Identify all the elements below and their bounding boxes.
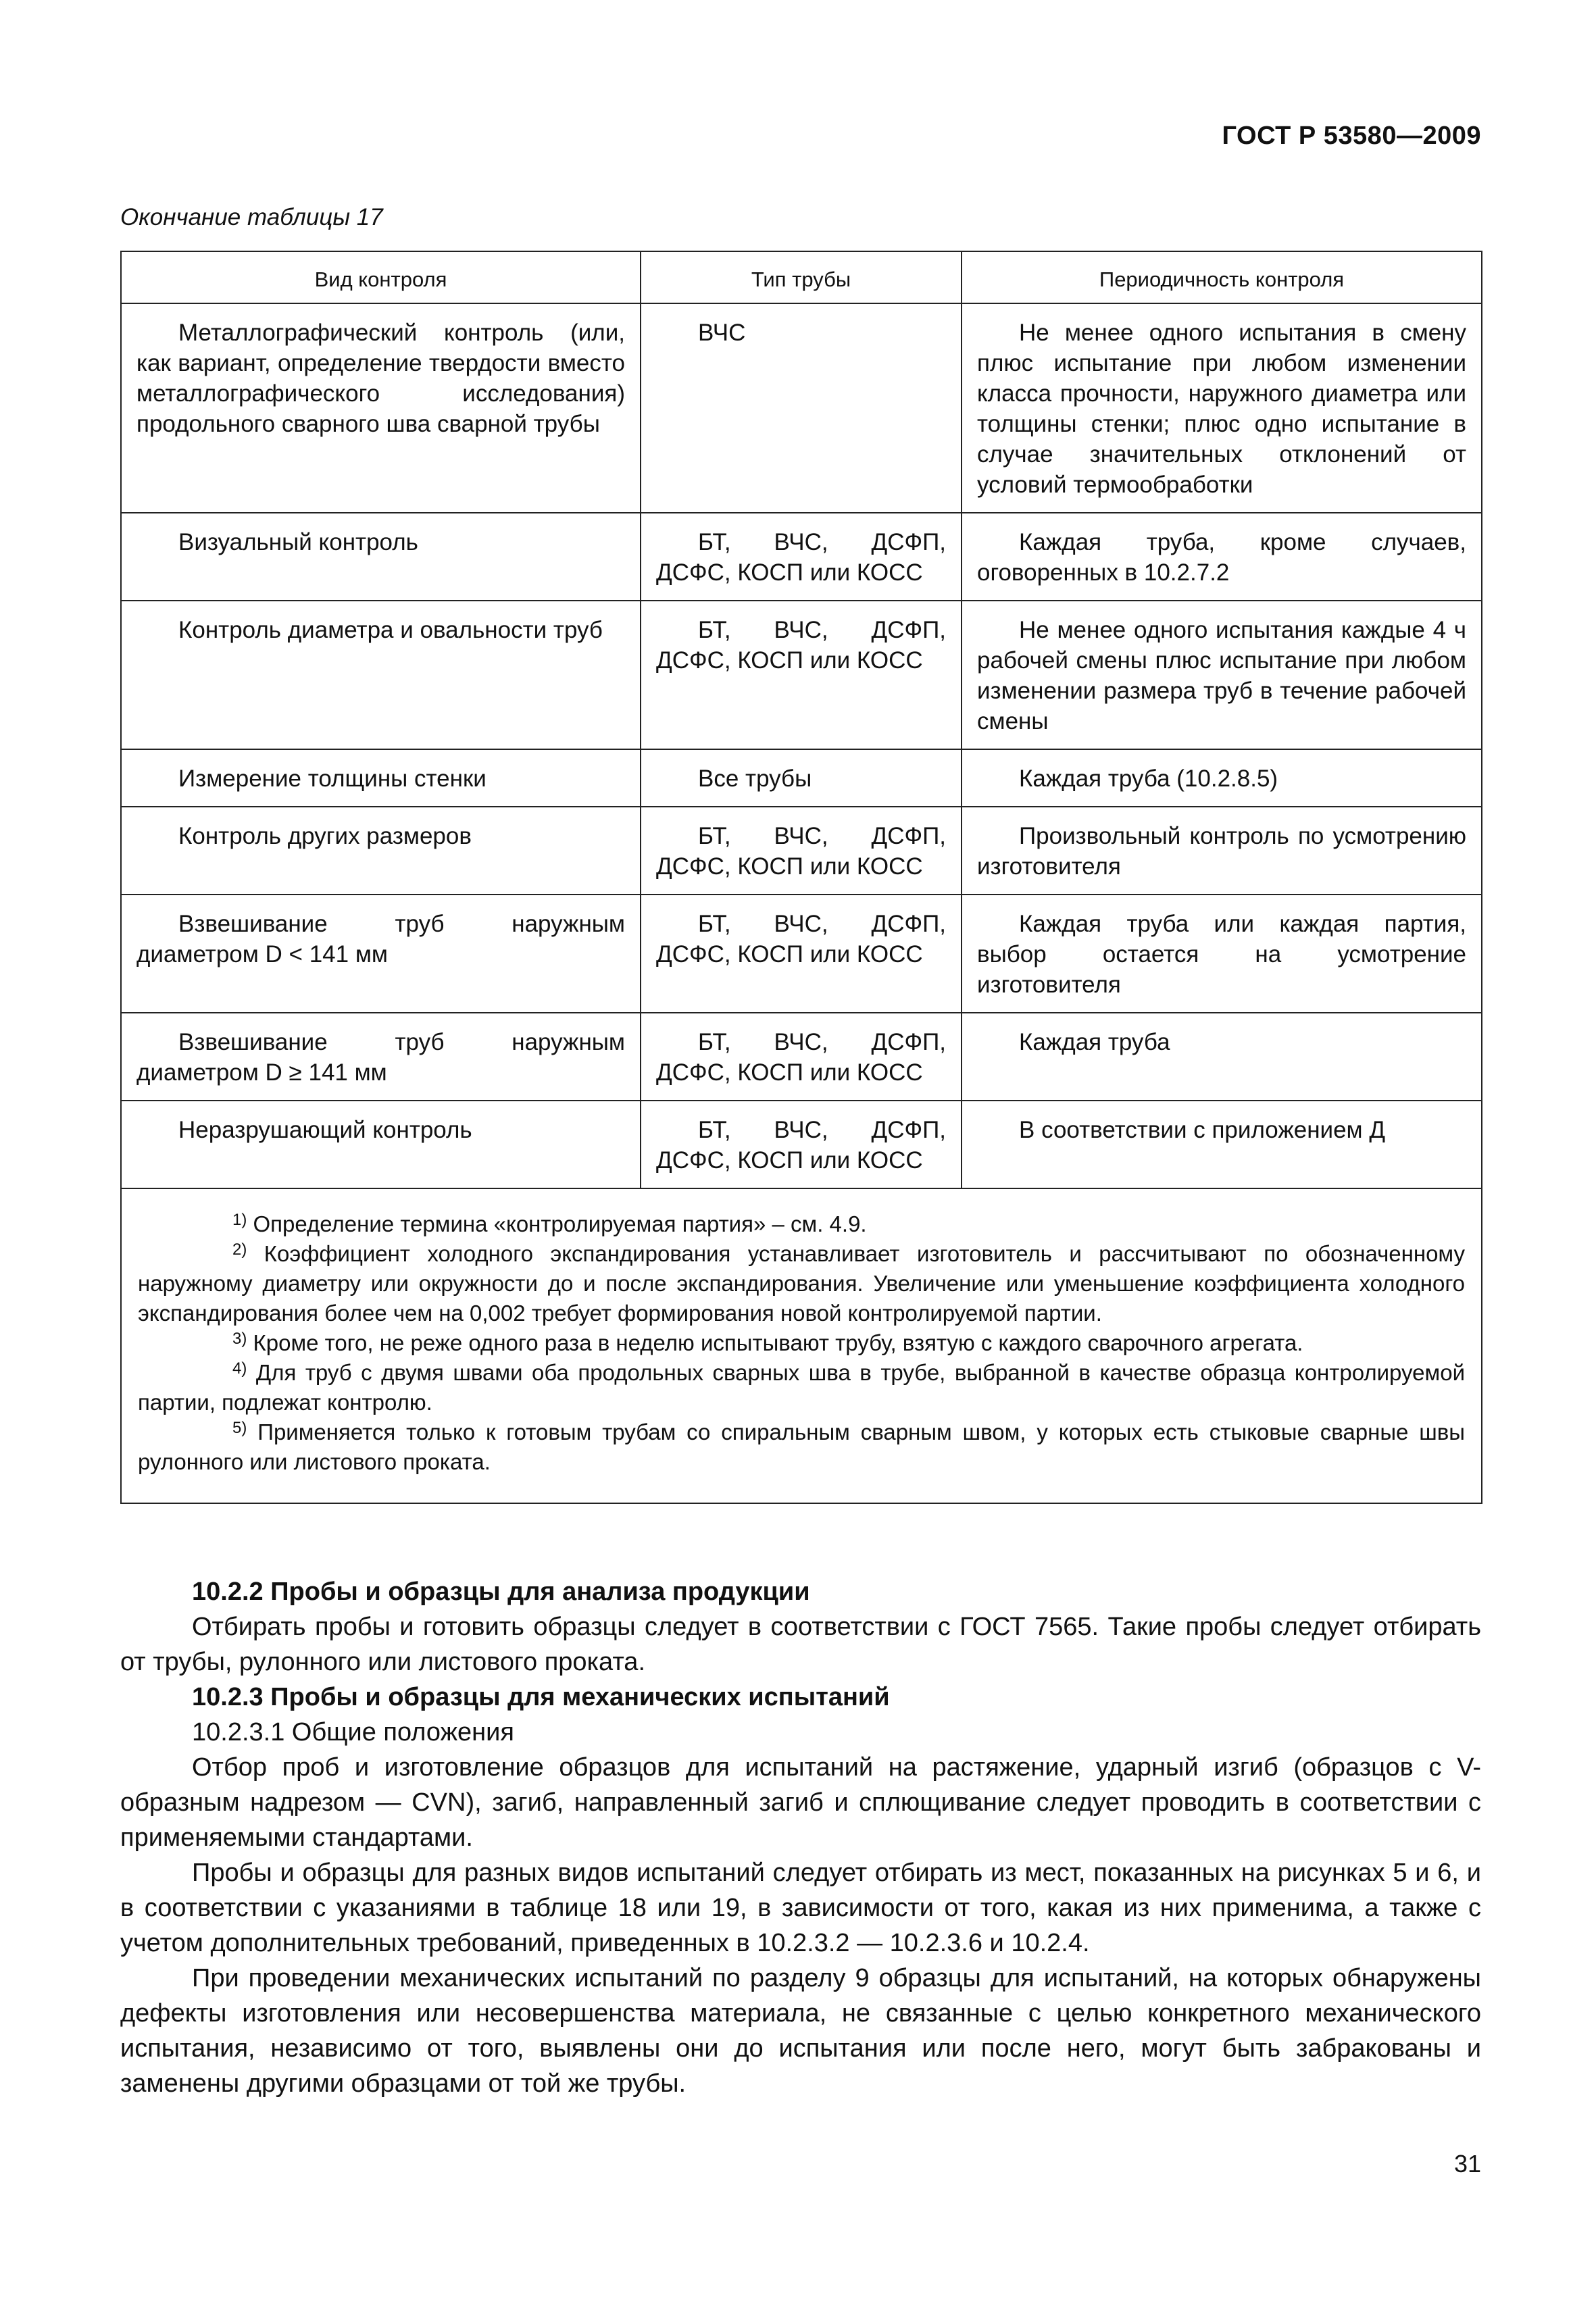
table-row — [121, 513, 1482, 601]
pipe-type-cell: ВЧС — [641, 303, 962, 513]
control-type-cell: Контроль диаметра и овальности труб — [121, 601, 641, 749]
periodicity-cell: Произвольный контроль по усмотрению изготовителя — [962, 807, 1482, 895]
pipe-type-cell: БТ, ВЧС, ДСФП, ДСФС, КОСП или КОСС — [641, 1013, 962, 1101]
footnote-mark: 2) — [232, 1240, 247, 1259]
section-heading-10-2-2: 10.2.2 Пробы и образцы для анализа продукции — [192, 1578, 810, 1606]
footnote-mark: 5) — [232, 1419, 247, 1437]
column-header: Тип трубы — [641, 251, 962, 303]
pipe-type-cell: БТ, ВЧС, ДСФП, ДСФС, КОСП или КОСС — [641, 807, 962, 895]
table-row — [121, 303, 1482, 513]
table-row — [121, 749, 1482, 807]
table-row — [121, 895, 1482, 1013]
table-row — [121, 601, 1482, 749]
periodicity-cell: Не менее одного испытания в смену плюс испытание при любом изменении класса прочности, наружного диаметра или толщины стенки; плюс одно испытание в случае значительных отклонений от условий термообработки — [962, 303, 1482, 513]
paragraph: Отбор проб и изготовление образцов для испытаний на растяжение, ударный изгиб (образцов с V-образным надрезом — CVN), загиб, направленный загиб и сплющивание следует проводить в соответствии с применяемыми стандартами. — [120, 1753, 1481, 1852]
control-type-cell: Взвешивание труб наружным диаметром D ≥ 141 мм — [121, 1013, 641, 1101]
footnote — [138, 1209, 1465, 1239]
paragraph: Отбирать пробы и готовить образцы следует в соответствии с ГОСТ 7565. Такие пробы следует отбирать от трубы, рулонного или листового проката. — [120, 1613, 1481, 1676]
footnotes-cell — [121, 1188, 1482, 1503]
footnote-mark: 1) — [232, 1211, 247, 1229]
footnote-text: Кроме того, не реже одного раза в неделю испытывают трубу, взятую с каждого сварочного агрегата. — [253, 1330, 1303, 1355]
control-type-cell: Взвешивание труб наружным диаметром D < 141 мм — [121, 895, 641, 1013]
footnote-mark: 3) — [232, 1330, 247, 1348]
table-row — [121, 1101, 1482, 1188]
footnote — [138, 1358, 1465, 1417]
page-number: 31 — [1453, 2150, 1481, 2178]
footnote — [138, 1417, 1465, 1477]
control-table — [120, 251, 1482, 1504]
pipe-type-cell: БТ, ВЧС, ДСФП, ДСФС, КОСП или КОСС — [641, 1101, 962, 1188]
table-row — [121, 807, 1482, 895]
footnote-text: Коэффициент холодного экспандирования устанавливает изготовитель и рассчитывают по обозначенному наружному диаметру или окружности до и после экспандирования. Увеличение или уменьшение коэффициента холодного экспандирования более чем на 0,002 требует формирования новой контролируемой партии. — [138, 1241, 1465, 1326]
paragraph: Пробы и образцы для разных видов испытаний следует отбирать из мест, показанных на рисунках 5 и 6, и в соответствии с указаниями в таблице 18 или 19, в зависимости от того, какая из них применима, а также с учетом дополнительных требований, приведенных в 10.2.3.2 — 10.2.3.6 и 10.2.4. — [120, 1859, 1481, 1957]
footnote-text: Определение термина «контролируемая партия» – см. 4.9. — [253, 1211, 867, 1236]
periodicity-cell: Каждая труба или каждая партия, выбор остается на усмотрение изготовителя — [962, 895, 1482, 1013]
column-header: Периодичность контроля — [962, 251, 1482, 303]
footnote-text: Применяется только к готовым трубам со спиральным сварным швом, у которых есть стыковые сварные швы рулонного или листового проката. — [138, 1419, 1465, 1474]
periodicity-cell: Каждая труба — [962, 1013, 1482, 1101]
section-heading-10-2-3: 10.2.3 Пробы и образцы для механических испытаний — [192, 1683, 890, 1711]
periodicity-cell: Каждая труба (10.2.8.5) — [962, 749, 1482, 807]
document-code: ГОСТ Р 53580—2009 — [1222, 122, 1481, 150]
body-text — [120, 1574, 1481, 2101]
control-type-cell: Измерение толщины стенки — [121, 749, 641, 807]
pipe-type-cell: Все трубы — [641, 749, 962, 807]
periodicity-cell: Каждая труба, кроме случаев, оговоренных в 10.2.7.2 — [962, 513, 1482, 601]
footnote — [138, 1328, 1465, 1358]
footnote-text: Для труб с двумя швами оба продольных сварных шва в трубе, выбранной в качестве образца контролируемой партии, подлежат контролю. — [138, 1360, 1465, 1415]
footnote — [138, 1239, 1465, 1328]
subsection-heading-10-2-3-1: 10.2.3.1 Общие положения — [192, 1718, 514, 1746]
pipe-type-cell: БТ, ВЧС, ДСФП, ДСФС, КОСП или КОСС — [641, 513, 962, 601]
periodicity-cell: Не менее одного испытания каждые 4 ч рабочей смены плюс испытание при любом изменении размера труб в течение рабочей смены — [962, 601, 1482, 749]
periodicity-cell: В соответствии с приложением Д — [962, 1101, 1482, 1188]
table-footnotes-row — [121, 1188, 1482, 1503]
control-type-cell: Контроль других размеров — [121, 807, 641, 895]
pipe-type-cell: БТ, ВЧС, ДСФП, ДСФС, КОСП или КОСС — [641, 895, 962, 1013]
table-caption: Окончание таблицы 17 — [120, 204, 383, 230]
control-type-cell: Визуальный контроль — [121, 513, 641, 601]
column-header: Вид контроля — [121, 251, 641, 303]
table-row — [121, 1013, 1482, 1101]
footnote-mark: 4) — [232, 1359, 247, 1378]
paragraph: При проведении механических испытаний по разделу 9 образцы для испытаний, на которых обнаружены дефекты изготовления или несовершенства материала, не связанные с целью конкретного механического испытания, независимо от того, выявлены они до испытания или после него, могут быть забракованы и заменены другими образцами от той же трубы. — [120, 1964, 1481, 2098]
control-type-cell: Металлографический контроль (или, как вариант, определение твердости вместо металлографического исследования) продольного сварного шва сварной трубы — [121, 303, 641, 513]
pipe-type-cell: БТ, ВЧС, ДСФП, ДСФС, КОСП или КОСС — [641, 601, 962, 749]
table-header-row — [121, 251, 1482, 303]
control-type-cell: Неразрушающий контроль — [121, 1101, 641, 1188]
